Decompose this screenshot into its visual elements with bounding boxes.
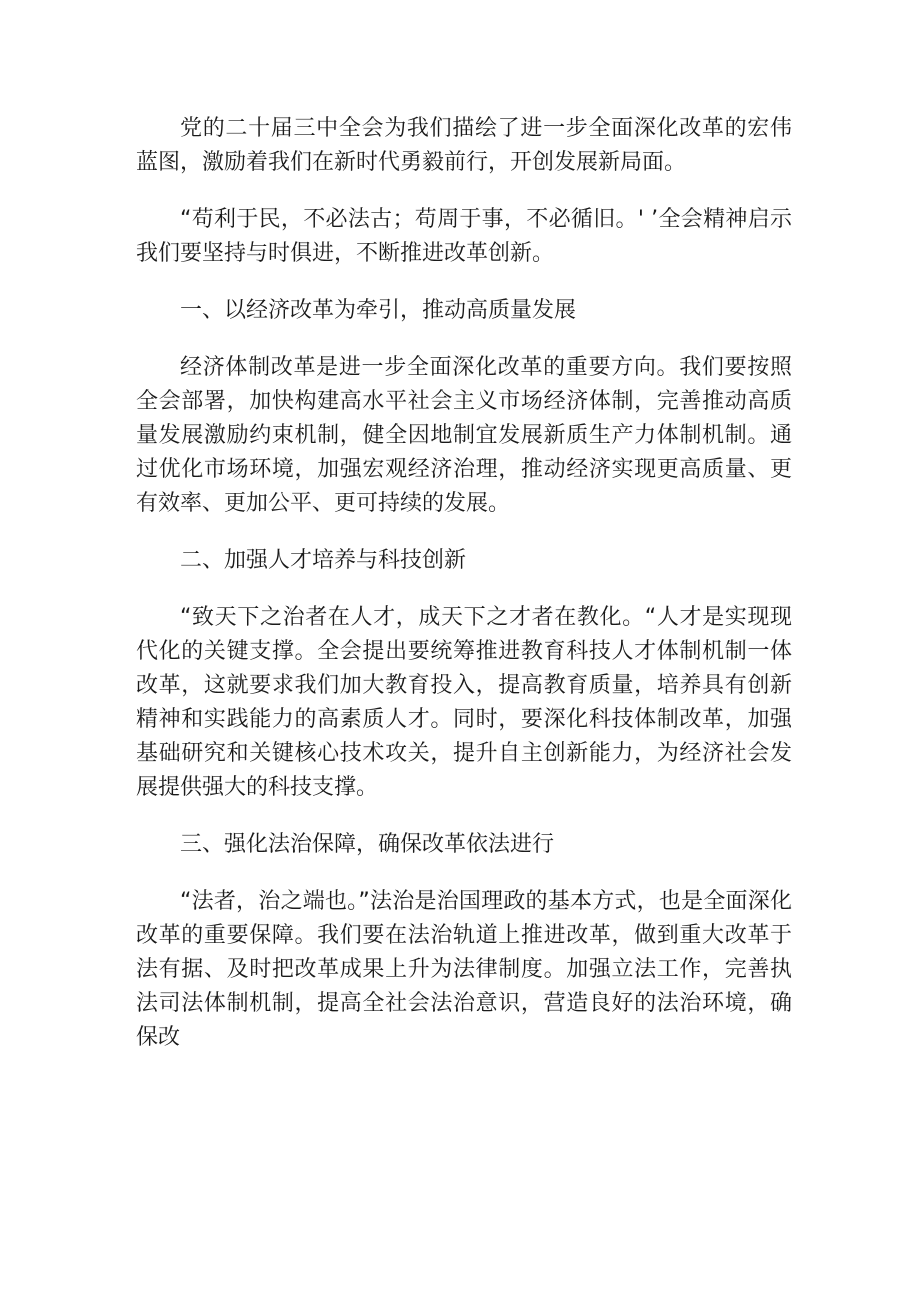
section-heading-2: 二、加强人才培养与科技创新 (180, 548, 467, 573)
paragraph-rule-of-law: “法者，治之端也。”法治是治国理政的基本方式，也是全面深化改革的重要保障。我们要在法治轨道上推进改革，做到重大改革于法有据、及时把改革成果上升为法律制度。加强立法工作，完善执法司法体制机制，提高全社会法治意识，营造良好的法治环境，确保改 (136, 889, 792, 1050)
paragraph-quote: “苟利于民，不必法古；苟周于事，不必循旧。' ’全会精神启示我们要坚持与时俱进，不断推进改革创新。 (136, 207, 792, 266)
section-heading-3: 三、强化法治保障，确保改革依法进行 (180, 832, 555, 857)
paragraph-economy: 经济体制改革是进一步全面深化改革的重要方向。我们要按照全会部署，加快构建高水平社会主义市场经济体制，完善推动高质量发展激励约束机制，健全因地制宜发展新质生产力体制机制。通过优化市场环境，加强宏观经济治理，推动经济实现更高质量、更有效率、更加公平、更可持续的发展。 (136, 355, 792, 516)
paragraph-intro: 党的二十届三中全会为我们描绘了进一步全面深化改革的宏伟蓝图，激励着我们在新时代勇毅前行，开创发展新局面。 (136, 116, 792, 175)
document-body (136, 112, 792, 1078)
section-heading-1: 一、以经济改革为牵引，推动高质量发展 (180, 298, 577, 323)
paragraph-talent: “致天下之治者在人才，成天下之才者在教化。“人才是实现现代化的关键支撑。全会提出要统筹推进教育科技人才体制机制一体改革，这就要求我们加大教育投入，提高教育质量，培养具有创新精神和实践能力的高素质人才。同时，要深化科技体制改革，加强基础研究和关键核心技术攻关，提升自主创新能力，为经济社会发展提供强大的科技支撑。 (136, 605, 792, 800)
